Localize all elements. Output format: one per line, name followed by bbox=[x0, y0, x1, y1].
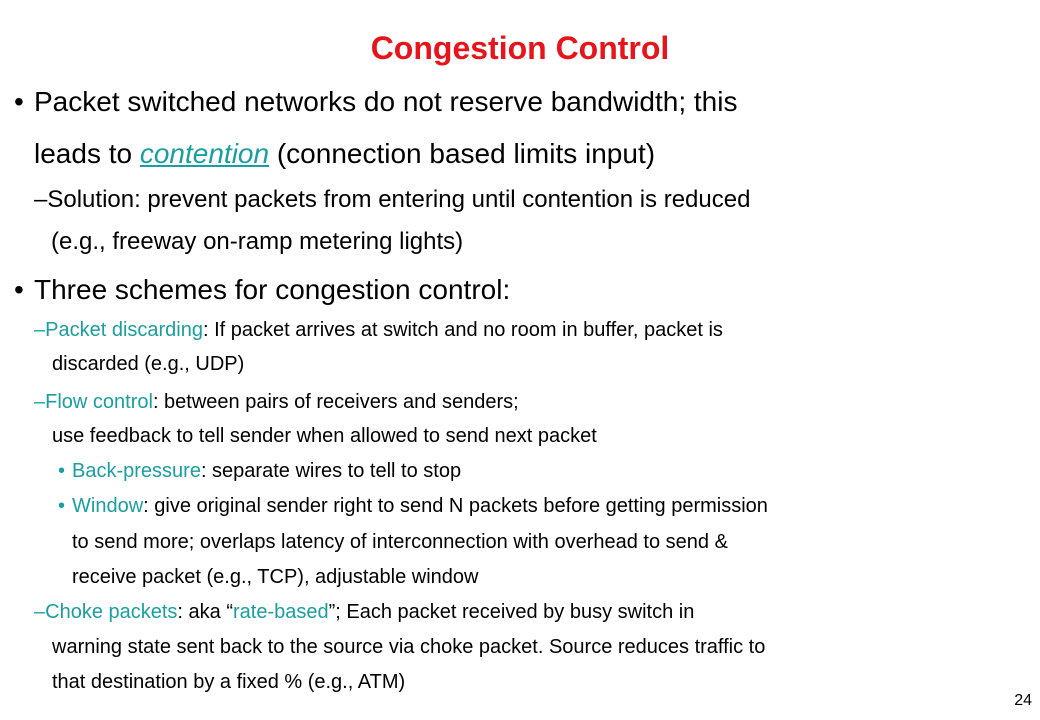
dash: – bbox=[34, 601, 46, 623]
dash: – bbox=[34, 391, 46, 413]
dash: – bbox=[34, 186, 48, 213]
term-packet-discarding: Packet discarding bbox=[45, 319, 203, 341]
subitem-solution bbox=[34, 186, 750, 214]
text: (connection based limits input) bbox=[269, 138, 656, 169]
bullet-dot: • bbox=[14, 274, 24, 305]
text: : aka “ bbox=[177, 601, 233, 623]
term-choke-packets: Choke packets bbox=[45, 601, 178, 623]
subsubitem-window-cont-2: receive packet (e.g., TCP), adjustable window bbox=[72, 566, 479, 588]
subsubitem-window-cont-1: to send more; overlaps latency of interconnection with overhead to send & bbox=[72, 531, 728, 553]
subitem-flow-control-cont: use feedback to tell sender when allowed to send next packet bbox=[52, 425, 597, 447]
page-number: 24 bbox=[1014, 692, 1032, 709]
bullet-dot: • bbox=[58, 460, 66, 482]
text: ”; Each packet received by busy switch in bbox=[328, 601, 695, 623]
subitem-choke-packets-cont-2: that destination by a fixed % (e.g., ATM) bbox=[52, 671, 406, 693]
subitem-solution-cont: (e.g., freeway on-ramp metering lights) bbox=[51, 228, 464, 255]
text: : give original sender right to send N packets before getting permission bbox=[143, 495, 768, 517]
term-rate-based: rate-based bbox=[233, 601, 329, 623]
slide-title: Congestion Control bbox=[370, 30, 670, 66]
term-back-pressure: Back-pressure bbox=[72, 460, 201, 482]
subitem-choke-packets bbox=[34, 600, 694, 624]
text: Solution: prevent packets from entering until contention is reduced bbox=[47, 186, 751, 213]
text: : between pairs of receivers and senders; bbox=[152, 391, 519, 413]
subsubitem-window bbox=[58, 494, 768, 518]
dash: – bbox=[34, 319, 46, 341]
text: : separate wires to tell to stop bbox=[200, 460, 462, 482]
subsubitem-back-pressure bbox=[58, 459, 461, 483]
text: : If packet arrives at switch and no room in buffer, packet is bbox=[203, 319, 723, 341]
text: leads to bbox=[34, 138, 140, 169]
bullet-three-schemes bbox=[14, 274, 510, 306]
subitem-choke-packets-cont-1: warning state sent back to the source via choke packet. Source reduces traffic to bbox=[52, 636, 766, 658]
bullet-packet-switched-cont bbox=[34, 138, 655, 170]
subitem-packet-discarding bbox=[34, 318, 723, 342]
bullet-text: Packet switched networks do not reserve bandwidth; this bbox=[34, 86, 738, 117]
contention-link[interactable]: contention bbox=[139, 138, 270, 169]
subitem-packet-discarding-cont: discarded (e.g., UDP) bbox=[52, 353, 245, 375]
bullet-dot: • bbox=[58, 495, 66, 517]
term-flow-control: Flow control bbox=[45, 391, 153, 413]
term-window: Window bbox=[72, 495, 144, 517]
bullet-dot: • bbox=[14, 86, 24, 117]
bullet-text: Three schemes for congestion control: bbox=[34, 274, 511, 305]
bullet-packet-switched bbox=[14, 86, 737, 118]
subitem-flow-control bbox=[34, 390, 519, 414]
